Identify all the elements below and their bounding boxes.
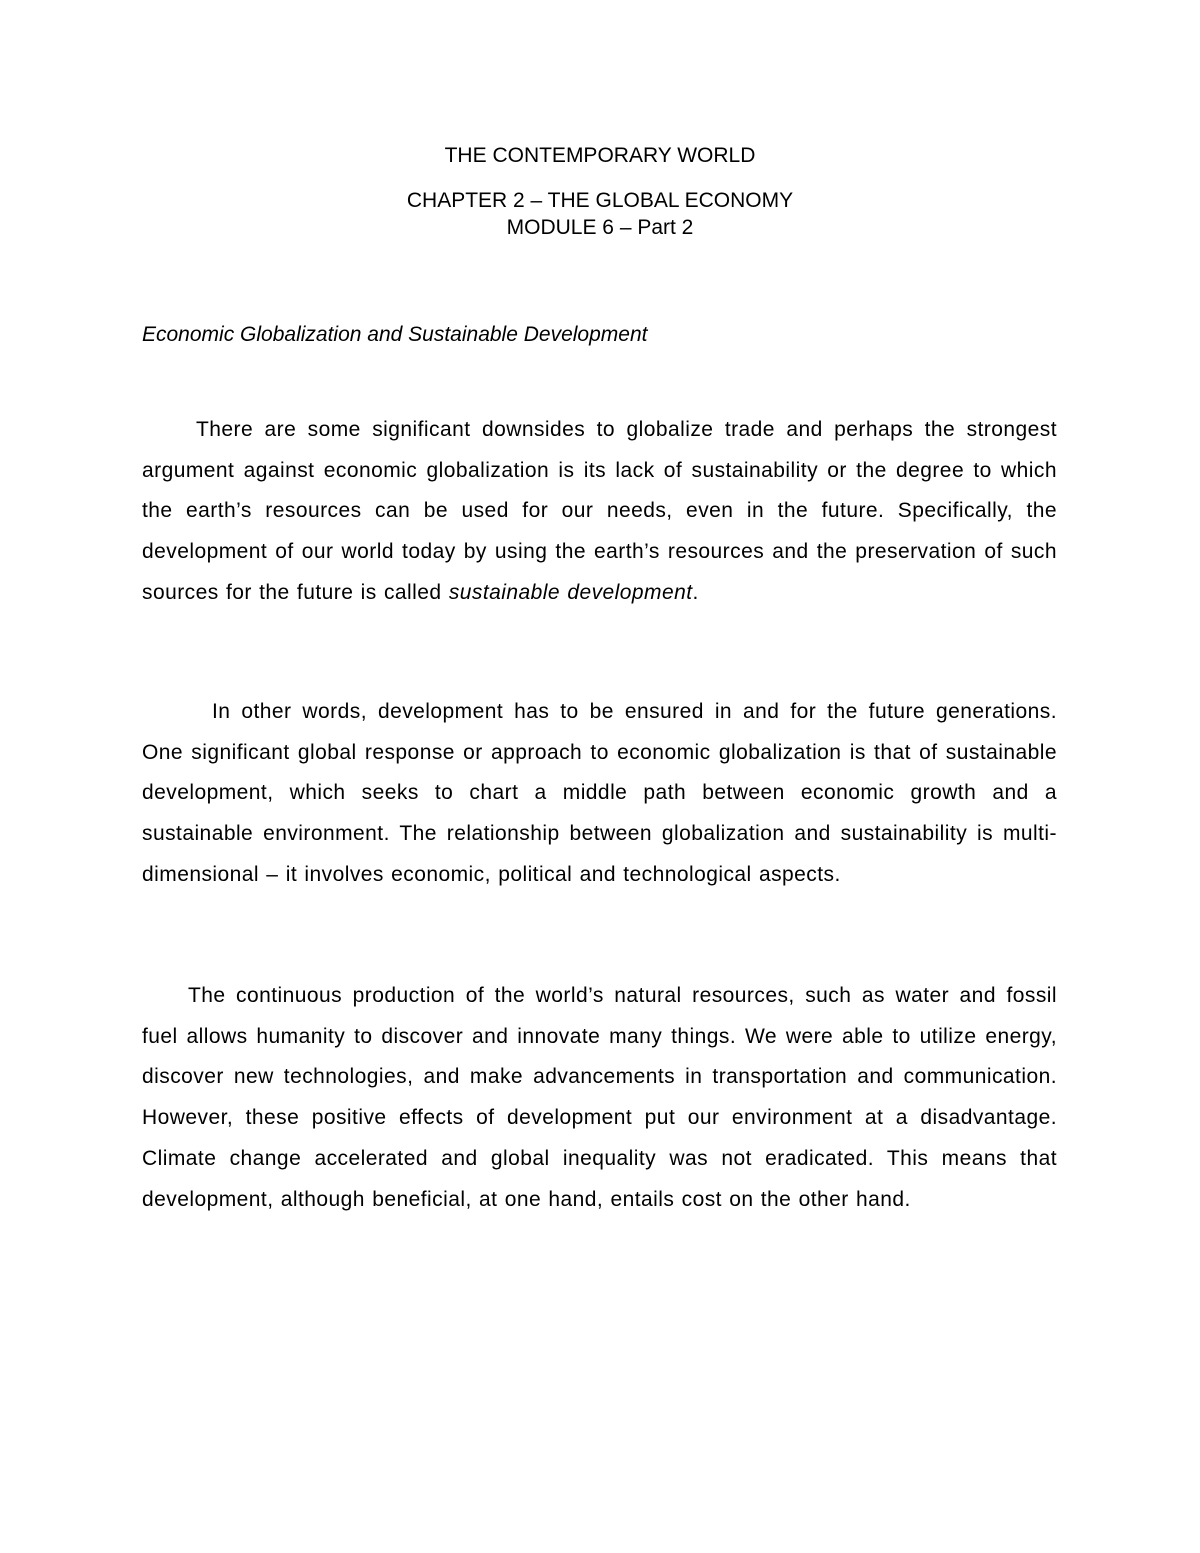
body-paragraph-3: The continuous production of the world’s natural resources, such as water and fossil fuel allows humanity to discover and innovate many things. We were able to utilize energy, discover new technologies, and make advancements in transportation and communication. However, these positive effects of development put our environment at a disadvantage. Climate change accelerated and global inequality was not eradicated. This means that development, although beneficial, at one hand, entails cost on the other hand. xyxy=(142,984,1057,1211)
body-paragraph-1 xyxy=(142,410,1057,614)
section-heading: Economic Globalization and Sustainable Development xyxy=(142,323,648,346)
module-title: MODULE 6 – Part 2 xyxy=(506,216,694,239)
chapter-title: CHAPTER 2 – THE GLOBAL ECONOMY xyxy=(406,189,794,212)
paragraph-1-end: . xyxy=(692,580,699,604)
paragraph-1-text: There are some significant downsides to globalize trade and perhaps the strongest argument against economic globalization is its lack of sustainability or the degree to which the earth’s resources can be used for our needs, even in the future. Specifically, the development of our world today by using the earth’s resources and the preservation of such sources for the future is called xyxy=(142,418,1057,604)
sustainable-development-term: sustainable development xyxy=(448,580,693,604)
document-title: THE CONTEMPORARY WORLD xyxy=(444,144,756,167)
body-paragraph-2: In other words, development has to be ensured in and for the future generations. One significant global response or approach to economic globalization is that of sustainable development, which seeks to chart a middle path between economic growth and a sustainable environment. The relationship between globalization and sustainability is multi-dimensional – it involves economic, political and technological aspects. xyxy=(142,700,1057,886)
